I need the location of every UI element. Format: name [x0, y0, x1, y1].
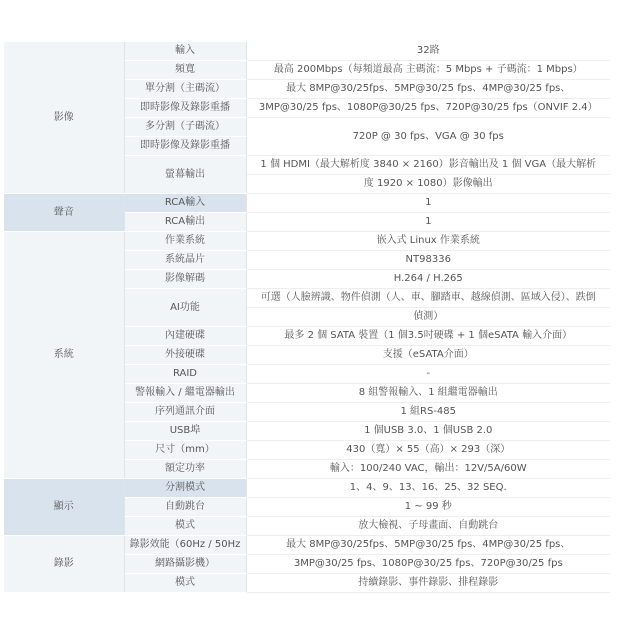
value-external-hdd: 支援（eSATA介面）: [246, 346, 610, 365]
label-raid: RAID: [124, 365, 246, 384]
category-system: 系統: [4, 232, 124, 479]
value-split: 1、4、9、13、16、25、32 SEQ.: [246, 479, 610, 498]
value-record-performance-2: 3MP@30/25 fps、1080P@30/25 fps、720P@30/25 fps: [246, 555, 610, 574]
label-record-mode: 模式: [124, 574, 246, 593]
value-raid: -: [246, 365, 610, 384]
label-rca-out: RCA輸出: [124, 213, 246, 232]
value-bandwidth: 最高 200Mbps（每頻道最高 主碼流：5 Mbps + 子碼流：1 Mbps）: [246, 61, 610, 80]
label-bandwidth: 頻寬: [124, 61, 246, 80]
label-power: 額定功率: [124, 460, 246, 479]
row-record-performance-1: [4, 536, 610, 555]
value-ai-1: 可選（人臉辨識、物件偵測（人、車、腳踏車、越線偵測、區域入侵）、跌倒: [246, 289, 610, 308]
label-alarm: 警報輸入 / 繼電器輸出: [124, 384, 246, 403]
label-display-mode: 模式: [124, 517, 246, 536]
label-size: 尺寸（mm）: [124, 441, 246, 460]
category-video: 影像: [4, 42, 124, 194]
label-usb: USB埠: [124, 422, 246, 441]
label-external-hdd: 外接硬碟: [124, 346, 246, 365]
value-chip: NT98336: [246, 251, 610, 270]
value-size: 430（寬）× 55（高）× 293（深）: [246, 441, 610, 460]
category-record: 錄影: [4, 536, 124, 593]
label-split: 分割模式: [124, 479, 246, 498]
label-record-performance-1: 錄影效能（60Hz / 50Hz: [124, 536, 246, 555]
value-decode: H.264 / H.265: [246, 270, 610, 289]
value-auto-jump: 1 ~ 99 秒: [246, 498, 610, 517]
value-display-output-1: 1 個 HDMI（最大解析度 3840 × 2160）影音輸出及 1 個 VGA（最大解析: [246, 156, 610, 175]
row-os: [4, 232, 610, 251]
row-split: [4, 479, 610, 498]
value-main-stream-2: 3MP@30/25 fps、1080P@30/25 fps、720P@30/25 fps（ONVIF 2.4）: [246, 99, 610, 118]
value-display-mode: 放大檢視、子母畫面、自動跳台: [246, 517, 610, 536]
value-rca-out: 1: [246, 213, 610, 232]
label-os: 作業系統: [124, 232, 246, 251]
value-display-output-2: 度 1920 × 1080）影像輸出: [246, 175, 610, 194]
label-serial: 序列通訊介面: [124, 403, 246, 422]
value-power: 輸入：100/240 VAC，輸出：12V/5A/60W: [246, 460, 610, 479]
value-alarm: 8 組警報輸入、1 組繼電器輸出: [246, 384, 610, 403]
value-ai-2: 偵測）: [246, 308, 610, 327]
label-main-stream-1: 單分割（主碼流）: [124, 80, 246, 99]
label-display-output: 螢幕輸出: [124, 156, 246, 194]
value-internal-hdd: 最多 2 個 SATA 裝置（1 個3.5吋硬碟 + 1 個eSATA 輸入介面）: [246, 327, 610, 346]
value-input: 32路: [246, 42, 610, 61]
label-rca-in: RCA輸入: [124, 194, 246, 213]
value-record-mode: 持續錄影、事件錄影、排程錄影: [246, 574, 610, 593]
label-ai: AI功能: [124, 289, 246, 327]
label-decode: 影像解碼: [124, 270, 246, 289]
spec-table: [4, 42, 610, 593]
value-os: 嵌入式 Linux 作業系統: [246, 232, 610, 251]
label-main-stream-2: 即時影像及錄影重播: [124, 99, 246, 118]
value-sub-stream: 720P @ 30 fps、VGA @ 30 fps: [246, 118, 610, 156]
label-record-performance-2: 網路攝影機）: [124, 555, 246, 574]
label-sub-stream-1: 多分割（子碼流）: [124, 118, 246, 137]
value-usb: 1 個USB 3.0、1 個USB 2.0: [246, 422, 610, 441]
label-sub-stream-2: 即時影像及錄影重播: [124, 137, 246, 156]
value-record-performance-1: 最大 8MP@30/25fps、5MP@30/25 fps、4MP@30/25 fps、: [246, 536, 610, 555]
label-auto-jump: 自動跳台: [124, 498, 246, 517]
category-audio: 聲音: [4, 194, 124, 232]
row-input: [4, 42, 610, 61]
label-chip: 系統晶片: [124, 251, 246, 270]
label-input: 輸入: [124, 42, 246, 61]
row-rca-in: [4, 194, 610, 213]
value-main-stream-1: 最大 8MP@30/25fps、5MP@30/25 fps、4MP@30/25 fps、: [246, 80, 610, 99]
value-rca-in: 1: [246, 194, 610, 213]
label-internal-hdd: 內建硬碟: [124, 327, 246, 346]
value-serial: 1 組RS-485: [246, 403, 610, 422]
category-display: 顯示: [4, 479, 124, 536]
